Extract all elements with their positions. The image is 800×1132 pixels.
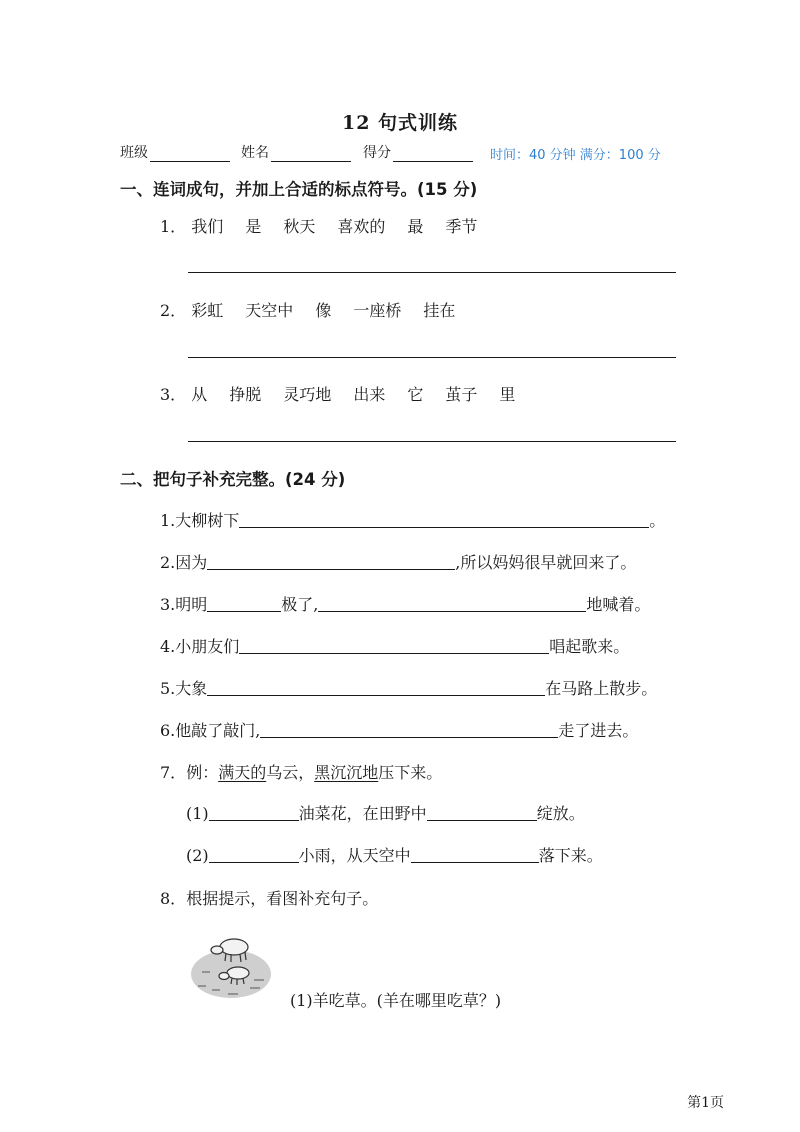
s1-question-2 (160, 298, 477, 321)
s2-q2-before: 因为 (175, 553, 208, 572)
s1-q3-num: 3． (160, 385, 187, 404)
s2-q3-num: 3. (160, 595, 176, 614)
page-title: 12 句式训练 (341, 112, 459, 134)
s2-q7-sub2-mid: 小雨，从天空中 (298, 846, 411, 865)
s1-question-1 (160, 214, 499, 237)
s1-q3-answer-line[interactable] (188, 441, 676, 442)
s2-q5-blank[interactable] (207, 679, 545, 696)
class-field (120, 142, 230, 162)
score-blank[interactable] (393, 147, 473, 162)
s2-q7-sub-1 (186, 801, 585, 824)
s2-q7-sub1-num: (1) (186, 804, 209, 823)
s2-question-2 (160, 550, 636, 573)
word: 里 (499, 385, 516, 404)
s2-q1-blank[interactable] (239, 511, 649, 528)
word: 我们 (191, 217, 224, 236)
s1-question-3 (160, 382, 537, 405)
s2-q7-example-underlined-1: 满天的 (218, 763, 267, 782)
s2-q2-blank[interactable] (207, 553, 455, 570)
s2-q2-after: ,所以妈妈很早就回来了。 (455, 553, 637, 572)
s2-q8-num: 8． (160, 889, 187, 908)
word: 挂在 (423, 301, 456, 320)
sheep-grazing-illustration (188, 928, 274, 1000)
section2-heading: 二、把句子补充完整。(24 分) (120, 470, 346, 489)
s2-q7-sub-2 (186, 843, 603, 866)
s2-q7-sub1-blank-2[interactable] (427, 804, 537, 821)
name-label: 姓名 (241, 145, 269, 161)
word: 是 (245, 217, 262, 236)
s1-q1-words (191, 217, 499, 236)
name-blank[interactable] (271, 147, 351, 162)
s2-q3-blank-2[interactable] (318, 595, 586, 612)
s2-q5-after: 在马路上散步。 (545, 679, 658, 698)
score-label: 得分 (363, 145, 391, 161)
s2-q4-blank[interactable] (239, 637, 549, 654)
s2-q7-num: 7． (160, 763, 187, 782)
s2-question-1 (160, 508, 665, 531)
word: 彩虹 (191, 301, 224, 320)
name-field (241, 142, 351, 162)
s1-q2-answer-line[interactable] (188, 357, 676, 358)
word: 季节 (445, 217, 478, 236)
score-field (363, 142, 473, 162)
s2-q6-before: 他敲了敲门, (175, 721, 261, 740)
s2-q7-sub1-mid: 油菜花，在田野中 (298, 804, 427, 823)
s2-question-3 (160, 592, 650, 615)
s1-q3-words (191, 385, 537, 404)
s2-q7-example-underlined-2: 黑沉沉地 (314, 763, 379, 782)
s1-q2-num: 2． (160, 301, 187, 320)
s2-q8-sub-1: (1)羊吃草。(羊在哪里吃草？) (290, 991, 502, 1010)
s2-q4-after: 唱起歌来。 (549, 637, 630, 656)
s2-q3-blank-1[interactable] (207, 595, 281, 612)
s2-q4-num: 4. (160, 637, 176, 656)
class-label: 班级 (120, 145, 148, 161)
time-score-meta: 时间：40 分钟 满分：100 分 (490, 148, 661, 163)
s2-q7-sub2-blank-2[interactable] (411, 846, 539, 863)
s2-q6-after: 走了进去。 (558, 721, 639, 740)
word: 灵巧地 (283, 385, 332, 404)
s2-question-4 (160, 634, 629, 657)
s2-q8-text: 根据提示，看图补充句子。 (186, 889, 379, 908)
word: 像 (315, 301, 332, 320)
class-blank[interactable] (150, 147, 230, 162)
s2-q7-sub2-after: 落下来。 (538, 846, 603, 865)
s2-q3-mid: 极了, (281, 595, 319, 614)
s2-q3-after: 地喊着。 (586, 595, 651, 614)
s2-q2-num: 2. (160, 553, 176, 572)
s2-q7-sub2-blank-1[interactable] (209, 846, 299, 863)
s2-q7-example-text-1: 乌云， (266, 763, 315, 782)
s1-q1-answer-line[interactable] (188, 272, 676, 273)
s2-question-5 (160, 676, 657, 699)
word: 挣脱 (229, 385, 262, 404)
s2-q1-num: 1. (160, 511, 176, 530)
s1-q1-num: 1． (160, 217, 187, 236)
word: 最 (407, 217, 424, 236)
s2-q6-blank[interactable] (260, 721, 558, 738)
word: 它 (407, 385, 424, 404)
s2-q7-example-text-2: 压下来。 (378, 763, 443, 782)
section1-heading: 一、连词成句，并加上合适的标点符号。(15 分) (120, 180, 478, 199)
word: 从 (191, 385, 208, 404)
s1-q2-words (191, 301, 477, 320)
s2-question-8 (160, 886, 378, 909)
word: 天空中 (245, 301, 294, 320)
s2-q7-sub2-num: (2) (186, 846, 209, 865)
s2-q7-example-label: 例： (186, 763, 219, 782)
s2-q1-before: 大柳树下 (175, 511, 240, 530)
word: 喜欢的 (337, 217, 386, 236)
s2-q5-before: 大象 (175, 679, 208, 698)
word: 秋天 (283, 217, 316, 236)
s2-q4-before: 小朋友们 (175, 637, 240, 656)
s2-q7-sub1-blank-1[interactable] (209, 804, 299, 821)
s2-q1-after: 。 (649, 511, 666, 530)
s2-q3-before: 明明 (175, 595, 208, 614)
word: 出来 (353, 385, 386, 404)
s2-question-6 (160, 718, 638, 741)
s2-question-7 (160, 760, 442, 783)
s2-q5-num: 5. (160, 679, 176, 698)
s2-q6-num: 6. (160, 721, 176, 740)
word: 茧子 (445, 385, 478, 404)
s2-q7-sub1-after: 绽放。 (536, 804, 585, 823)
word: 一座桥 (353, 301, 402, 320)
page-number: 第1页 (687, 1095, 724, 1111)
